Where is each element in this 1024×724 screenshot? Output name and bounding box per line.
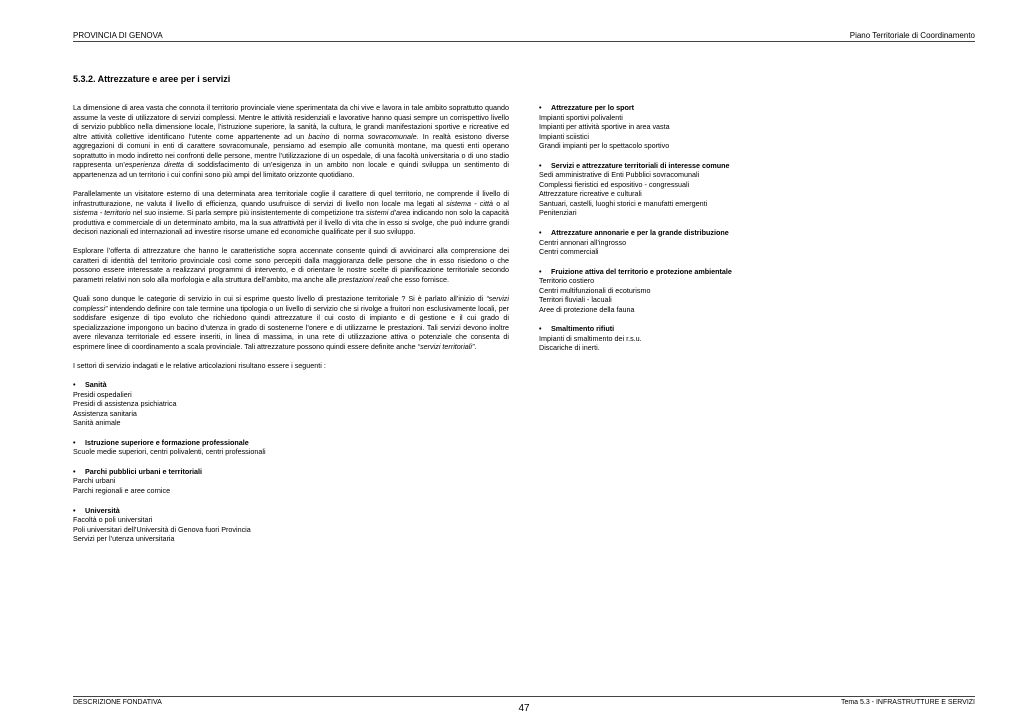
section-annonarie: [539, 228, 779, 257]
list-item: Impianti sciistici: [539, 131, 589, 141]
list-item: Centri annonari all’ingrosso: [539, 237, 627, 247]
left-column: [73, 103, 509, 554]
section-heading: Sanità: [85, 380, 107, 390]
section-heading: Servizi e attrezzature territoriali di interesse comune: [551, 160, 730, 170]
header-left: PROVINCIA DI GENOVA: [73, 31, 163, 40]
section-heading: Smaltimento rifiuti: [551, 324, 615, 334]
bullet-icon: •: [73, 380, 76, 390]
list-item: Sedi amministrative di Enti Pubblici sovracomunali: [539, 170, 700, 180]
section-heading: Fruizione attiva del territorio e protezione ambientale: [551, 266, 732, 276]
bullet-icon: •: [539, 103, 542, 112]
bullet-icon: •: [73, 505, 76, 515]
section-heading: Istruzione superiore e formazione professionale: [85, 437, 249, 447]
list-item: Centri commerciali: [539, 247, 599, 257]
list-item: Impianti sportivi polivalenti: [539, 112, 623, 122]
list-item: Presidi di assistenza psichiatrica: [73, 399, 177, 409]
list-item: Impianti di smaltimento dei r.s.u.: [539, 333, 642, 343]
section-heading: Attrezzature per lo sport: [551, 103, 635, 112]
right-column: [539, 103, 779, 363]
list-item: Presidi ospedalieri: [73, 389, 132, 399]
list-item: Grandi impianti per lo spettacolo sportivo: [539, 141, 670, 151]
paragraph-1: La dimensione di area vasta che connota il territorio provinciale viene sperimentata da chi vive e lavora in tale ambito soprattutto quando assume la veste di utilizzatore di servizi complessi. Mentre le attività residenziali e lavorative hanno quasi sempre un corrispettivo livello di servizio pubblico nella dimensione locale, l’istruzione superiore, la sanità, la cultura, le grandi manifestazioni sportive e ricreative ed altre attività collettive identificano l’utente come appartenente ad un bacino di norma sovracomunale. In realtà esistono diverse aggregazioni di comuni in enti di carattere sovracomunale, pensiamo ad esempio alle comunità montane, ma questi enti operano soprattutto in modo indiretto nei confronti delle persone, mentre l’utilizzazione di un ospedale, di una facoltà universitaria o di uno stadio rappresenta un’esperienza diretta di soddisfacimento di un’esigenza in un ambito non locale e quindi sviluppa un sentimento di appartenenza ad un territorio i cui confini sono più ampi del limitato orizzonte quotidiano.: [73, 103, 509, 179]
footer-right: Tema 5.3 - INFRASTRUTTURE E SERVIZI: [840, 699, 975, 706]
page-header: [73, 31, 975, 41]
page-number: 47: [518, 703, 530, 714]
bullet-icon: •: [539, 324, 542, 334]
section-heading: Attrezzature annonarie e per la grande distribuzione: [551, 228, 729, 238]
list-item: Scuole medie superiori, centri polivalenti, centri professionali: [73, 447, 266, 457]
list-item: Territorio costiero: [539, 276, 595, 286]
bullet-icon: •: [539, 228, 542, 238]
list-item: Penitenziari: [539, 208, 577, 218]
section-heading: Parchi pubblici urbani e territoriali: [85, 466, 203, 476]
footer-left: DESCRIZIONE FONDATIVA: [73, 699, 162, 706]
list-item: Territori fluviali - lacuali: [539, 295, 612, 305]
list-item: Poli universitari dell’Università di Genova fuori Provincia: [73, 524, 251, 534]
list-item: Parchi urbani: [73, 476, 116, 486]
section-rifiuti: [539, 324, 779, 353]
section-parchi: [73, 467, 509, 496]
bullet-icon: •: [73, 437, 76, 447]
header-right: Piano Territoriale di Coordinamento: [849, 31, 975, 40]
list-item: Assistenza sanitaria: [73, 408, 137, 418]
header-rule: [73, 41, 975, 42]
footer-rule: [73, 696, 975, 697]
section-sanita: [73, 380, 509, 428]
paragraph-4: Quali sono dunque le categorie di servizio in cui si esprime questo livello di prestazione territoriale ? Si è parlato all’inizio di “servizi complessi” intendendo definire con tale termine una tipologia o un livello di servizio che si rivolge a fruitori non esclusivamente locali, per soddisfare esigenze di tipo evoluto che richiedono quindi attrezzature il cui costo di impianto e di gestione e il cui grado di specializzazione impongono un bacino d’utenza in grado di sostenerne l’onere e di utilizzarne le prestazioni. Tali servizi devono inoltre avere rilevanza territoriale ed essere inseriti, in linea di massima, in una rete di utilizzazione attiva o potenziale che consenta di esprimere linee di coordinamento a scala provinciale. Tali attrezzature possono quindi essere definite anche “servizi territoriali”.: [73, 294, 509, 351]
section-universita: [73, 506, 509, 544]
list-item: Santuari, castelli, luoghi storici e manufatti emergenti: [539, 198, 708, 208]
list-item: Centri multifunzionali di ecoturismo: [539, 285, 651, 295]
list-item: Facoltà o poli universitari: [73, 515, 153, 525]
paragraph-5: I settori di servizio indagati e le relative articolazioni risultano essere i seguenti :: [73, 360, 326, 370]
list-item: Complessi fieristici ed espositivo - congressuali: [539, 179, 690, 189]
paragraph-3: Esplorare l’offerta di attrezzature che hanno le caratteristiche sopra accennate consente quindi di avvicinarci alla comprensione dei caratteri di identità del territorio provinciale così come sono percepiti dalla maggioranza delle persone che in esso risiedono o che possono essere interessate a realizzarvi programmi di intervento, e di orientare le nostre scelte di pianificazione territoriale secondo parametri relativi non solo alla morfologia e alla struttura dell’ambito, ma anche alle prestazioni reali che esso fornisce.: [73, 246, 509, 284]
bullet-icon: •: [73, 466, 76, 476]
section-istruzione: [73, 438, 509, 457]
list-item: Sanità animale: [73, 418, 121, 428]
list-item: Servizi per l’utenza universitaria: [73, 534, 175, 544]
section-servizi-comune: [539, 161, 779, 218]
paragraph-2: Parallelamente un visitatore esterno di una determinata area territoriale coglie il carattere di quel territorio, ne comprende il livello di infrastrutturazione, ne valuta il livello di efficienza, quando usufruisce di servizi di livello non locale ma legati al sistema - città o al sistema - territorio nel suo insieme. Si parla sempre più insistentemente di competizione tra sistemi d’area indicando non solo la capacità produttiva e commerciale di un determinato ambito, ma la sua attrattività per il livello di vita che in esso si svolge, che può indurre grandi decisori nazionali ed internazionali ad investire risorse umane ed economiche qualificate per il suo sviluppo.: [73, 188, 510, 237]
list-item: Attrezzature ricreative e culturali: [539, 189, 642, 199]
list-item: Impianti per attività sportive in area vasta: [539, 122, 670, 132]
list-item: Discariche di inerti.: [539, 343, 600, 353]
section-fruizione: [539, 267, 779, 315]
left-section-list: [73, 380, 509, 544]
bullet-icon: •: [539, 266, 542, 276]
section-sport: [539, 103, 779, 151]
section-title: 5.3.2. Attrezzature e aree per i servizi: [73, 74, 231, 84]
list-item: Parchi regionali e aree cornice: [73, 486, 171, 496]
bullet-icon: •: [539, 160, 542, 170]
list-item: Aree di protezione della fauna: [539, 304, 635, 314]
section-heading: Università: [85, 505, 120, 515]
